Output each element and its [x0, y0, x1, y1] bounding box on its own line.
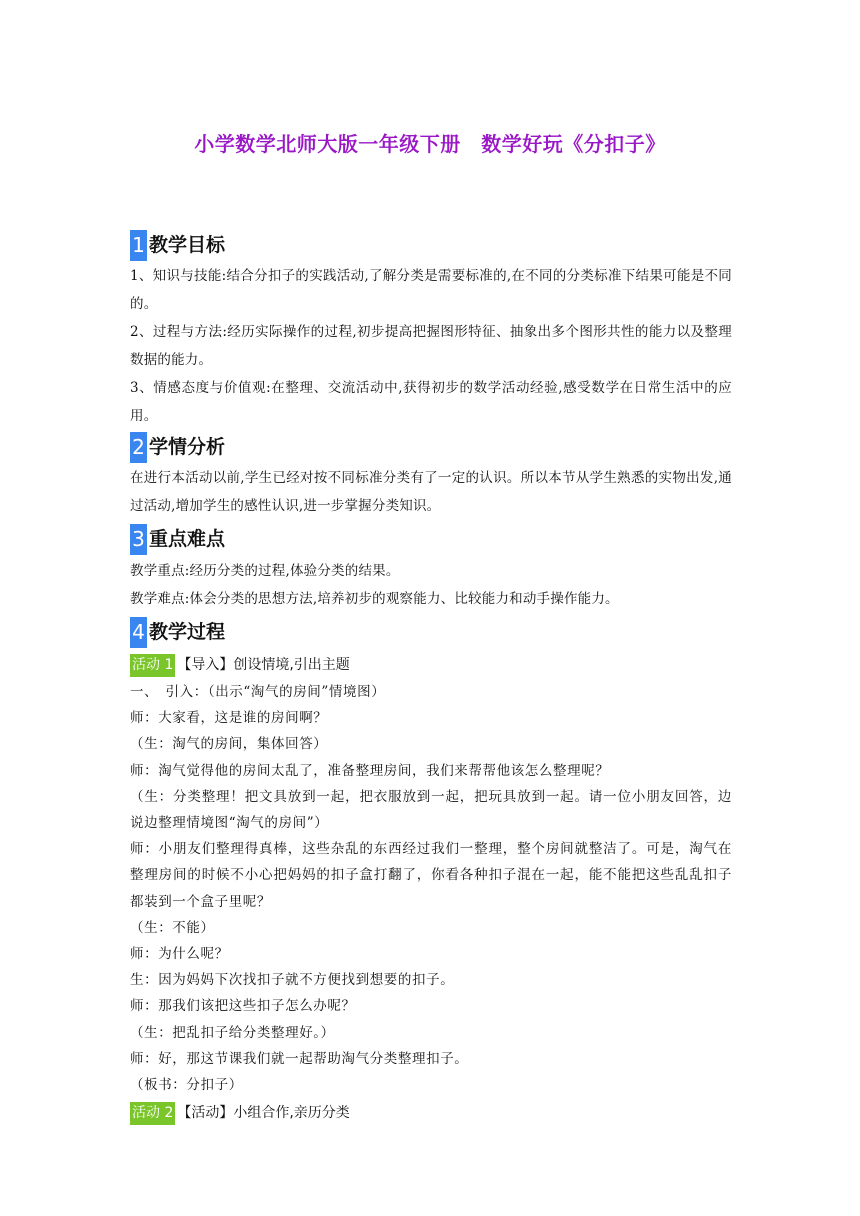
section-title: 教学目标 — [149, 234, 226, 256]
section-number-badge: 4 — [130, 617, 147, 648]
section-heading-key-points — [130, 524, 732, 555]
section-heading-teaching-process — [130, 617, 732, 648]
section-title: 重点难点 — [149, 528, 226, 550]
dialogue-line: （生：淘气的房间，集体回答） — [130, 736, 328, 753]
dialogue-line: （生：不能） — [130, 919, 215, 936]
dialogue-line: 生：因为妈妈下次找扣子就不方便找到想要的扣子。 — [130, 972, 455, 989]
dialogue-line: 师：小朋友们整理得真棒，这些杂乱的东西经过我们一整理，整个房间就整洁了。可是，淘气在整理房间的时候不小心把妈妈的扣子盒打翻了，你看各种扣子混在一起，能不能把这些乱乱扣子都装到一个盒子里呢？ — [130, 841, 732, 910]
activity-1-content — [130, 679, 732, 1098]
paragraph: 在进行本活动以前,学生已经对按不同标准分类有了一定的认识。所以本节从学生熟悉的实物出发,通过活动,增加学生的感性认识,进一步掌握分类知识。 — [130, 470, 732, 514]
section-number-badge: 3 — [130, 524, 147, 555]
dialogue-line: 一、 引入：（出示“淘气的房间”情境图） — [130, 684, 386, 700]
section-title: 学情分析 — [149, 436, 226, 458]
paragraph: 3、情感态度与价值观:在整理、交流活动中,获得初步的数学活动经验,感受数学在日常生活中的应用。 — [130, 380, 732, 424]
section-student-analysis-content — [130, 464, 732, 520]
paragraph: 2、过程与方法:经历实际操作的过程,初步提高把握图形特征、抽象出多个图形共性的能力以及整理数据的能力。 — [130, 324, 732, 368]
dialogue-line: 师：为什么呢？ — [130, 946, 229, 963]
section-heading-student-analysis — [130, 432, 732, 463]
dialogue-line: （生：把乱扣子给分类整理好。） — [130, 1024, 335, 1041]
section-number-badge: 2 — [130, 432, 147, 463]
activity-badge: 活动 2 — [130, 1102, 175, 1125]
dialogue-line: （板书：分扣子） — [130, 1077, 243, 1094]
section-objectives-content — [130, 262, 732, 430]
dialogue-line: （生：分类整理！把文具放到一起，把衣服放到一起，把玩具放到一起。请一位小朋友回答，边说边整理情境图“淘气的房间”） — [130, 788, 732, 832]
paragraph: 教学难点:体会分类的思想方法,培养初步的观察能力、比较能力和动手操作能力。 — [130, 591, 619, 607]
section-key-points-content — [130, 557, 732, 613]
dialogue-line: 师：大家看，这是谁的房间啊？ — [130, 710, 328, 727]
activity-heading-1 — [130, 654, 732, 677]
dialogue-line: 师：淘气觉得他的房间太乱了，准备整理房间，我们来帮帮他该怎么整理呢？ — [130, 762, 610, 779]
section-number-badge: 1 — [130, 230, 147, 261]
document-title: 小学数学北师大版一年级下册 数学好玩《分扣子》 — [194, 132, 666, 156]
activity-heading-2 — [130, 1102, 732, 1125]
section-heading-objectives — [130, 230, 732, 261]
section-title: 教学过程 — [149, 621, 226, 643]
paragraph: 教学重点:经历分类的过程,体验分类的结果。 — [130, 563, 400, 579]
activity-title: 【活动】小组合作,亲历分类 — [177, 1105, 350, 1122]
activity-title: 【导入】创设情境,引出主题 — [177, 657, 350, 673]
paragraph: 1、知识与技能:结合分扣子的实践活动,了解分类是需要标准的,在不同的分类标准下结果可能是不同的。 — [130, 268, 732, 312]
activity-badge: 活动 1 — [130, 654, 175, 677]
document-body — [130, 230, 732, 1127]
dialogue-line: 师：那我们该把这些扣子怎么办呢？ — [130, 998, 356, 1015]
dialogue-line: 师：好，那这节课我们就一起帮助淘气分类整理扣子。 — [130, 1050, 469, 1067]
